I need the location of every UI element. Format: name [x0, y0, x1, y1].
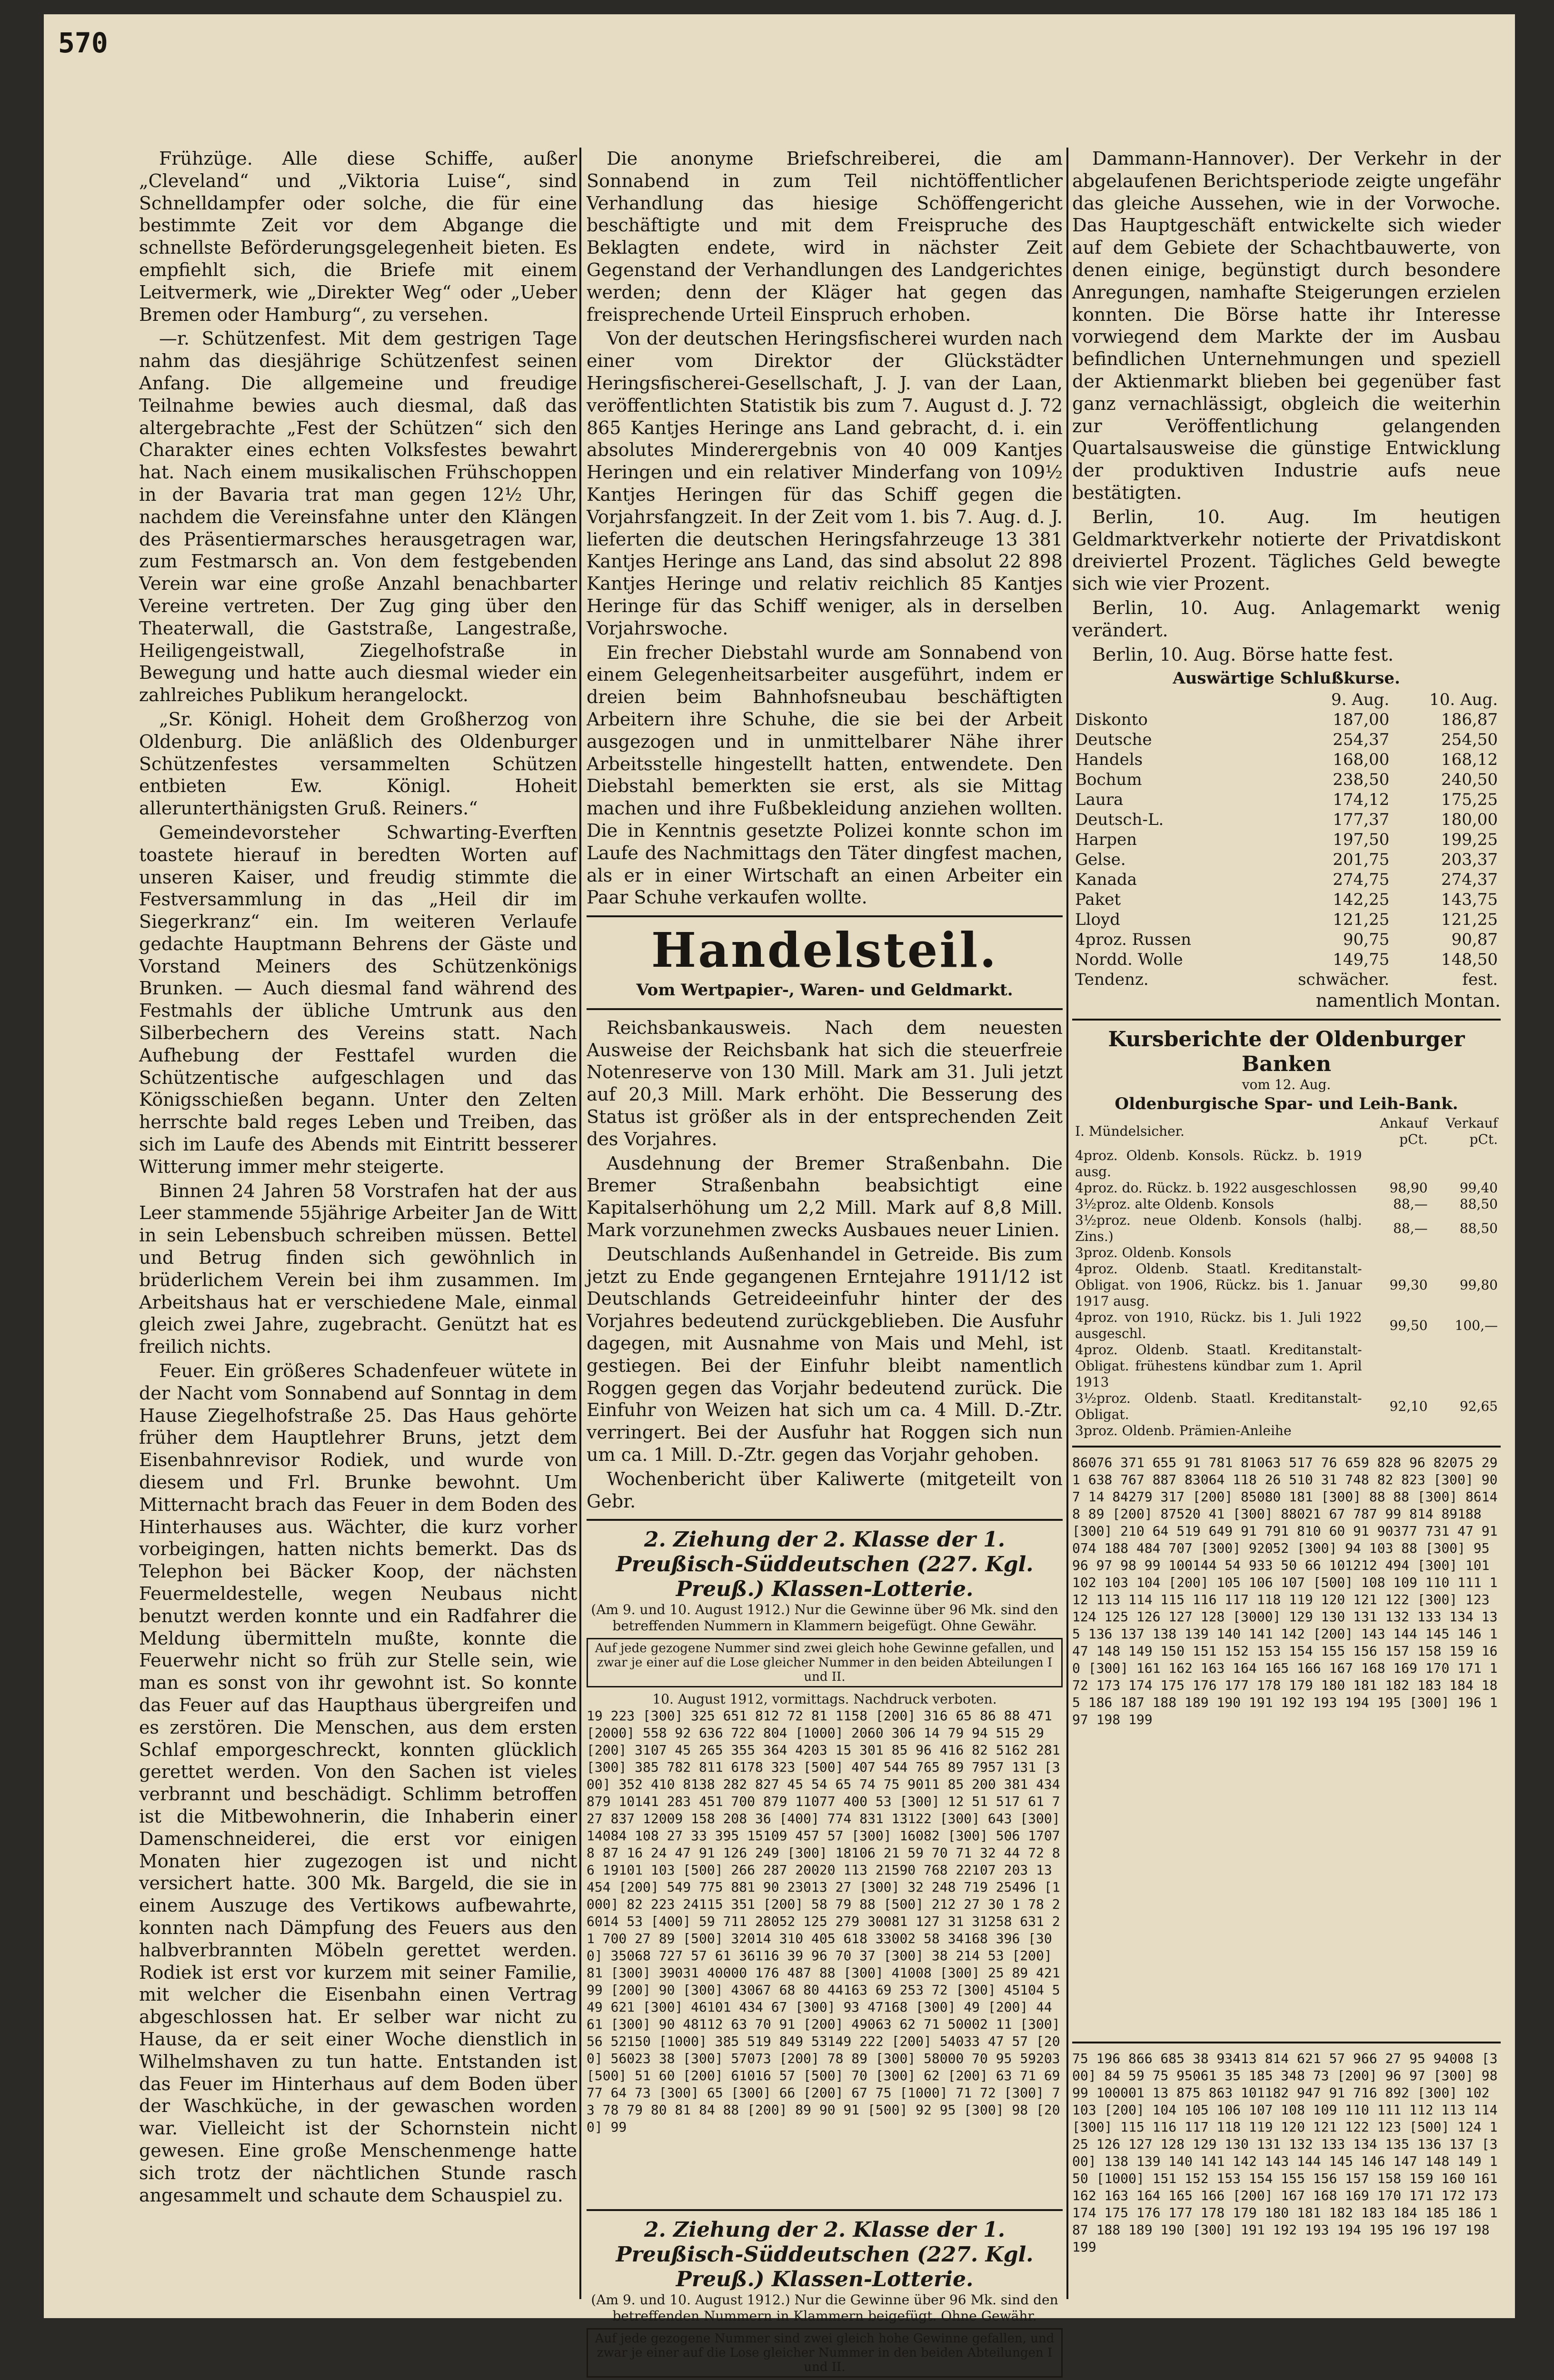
table-row	[1072, 1212, 1501, 1245]
row-label: 4proz. Oldenb. Staatl. Kreditanstalt-Obligat. von 1906, Rückz. bis 1. Januar 1917 ausg.	[1075, 1260, 1362, 1309]
column-middle	[587, 148, 1063, 2375]
row-value: 186,87	[1441, 710, 1498, 730]
schlusskurse-rows	[1072, 710, 1501, 990]
row-label: Deutsch-L.	[1075, 810, 1164, 830]
row-label: Bochum	[1075, 770, 1142, 790]
row-value: 197,50	[1333, 830, 1390, 850]
table-row	[1072, 870, 1501, 890]
row-value: 88,50	[1459, 1220, 1498, 1236]
table-row	[1072, 970, 1501, 990]
lottery-info-box: Auf jede gezogene Nummer sind zwei gleich hohe Gewinne gefallen, und zwar je einer auf die Lose gleicher Nummer in den beiden Abteilungen I und II.	[587, 2328, 1063, 2378]
section-rule	[1072, 2042, 1501, 2043]
table-row	[1072, 1196, 1501, 1212]
row-value: 99,50	[1389, 1317, 1428, 1333]
table-row	[1072, 810, 1501, 830]
row-value: 238,50	[1333, 770, 1390, 790]
row-value	[1365, 1148, 1431, 1180]
row-label: Paket	[1075, 890, 1121, 910]
lottery-numbers: 86076 371 655 91 781 81063 517 76 659 828 96 82075 291 638 767 887 83064 118 26 510 31 748 82 823 [300] 907 14 84279 317 [200] 85080 181 [300] 88 88 [300] 86148 89 [200] 87520 41 [300] 88021 67 787 99 814 89188 [300] 210 64 519 649 91 791 810 60 91 90377 731 47 91074 188 484 707 [300] 92052 [300] 94 103 88 [300] 95 96 97 98 99 100144 54 933 50 66 101212 494 [300] 101 102 103 104 [200] 105 106 107 [500] 108 109 110 111 112 113 114 115 116 117 118 119 120 121 122 [300] 123 124 125 126 127 128 [3000] 129 130 131 132 133 134 135 136 137 138 139 140 141 142 [200] 143 144 145 146 147 148 149 150 151 152 153 154 155 156 157 158 159 160 [300] 161 162 163 164 165 166 167 168 169 170 171 172 173 174 175 176 177 178 179 180 181 182 183 184 185 186 187 188 189 190 191 192 193 194 195 [300] 196 197 198 199	[1072, 1454, 1498, 1727]
row-label: 4proz. Russen	[1075, 930, 1192, 950]
table-row	[1072, 1342, 1501, 1390]
row-value	[1365, 1245, 1431, 1261]
row-value: 168,12	[1441, 750, 1498, 770]
row-label: 3proz. Oldenb. Prämien-Anleihe	[1075, 1422, 1292, 1438]
row-value: 92,10	[1389, 1398, 1428, 1414]
column-market	[1072, 148, 1501, 2299]
row-label: Diskonto	[1075, 710, 1148, 730]
row-value: 187,00	[1333, 710, 1390, 730]
article-paragraph: Gemeindevorsteher Schwarting-Everften toastete hierauf in beredten Worten auf unseren Kaiser, und freudig stimmte die Festversammlung in das „Heil dir im Siegerkranz“ ein. Im weiteren Verlaufe gedachte Hauptmann Behrens der Gäste und Vorstand Meiners des Schützenkönigs Brunken. — Auch diesmal fand während des Festmahls der übliche Umtrunk aus den Silberbechern des Vereins statt. Nach Aufhebung der Festtafel wurden die Schützentische aufgeschlagen und das Königsschießen begann. Unter den Zelten herrschte bald reges Leben und Treiben, das sich im Laufe des Abends mit Eintritt besserer Witterung immer mehr steigerte.	[139, 822, 577, 1177]
row-value: 180,00	[1441, 810, 1498, 830]
section-title-handelsteil: Handelsteil.	[651, 922, 998, 979]
kurse-table	[1072, 1115, 1501, 1439]
table-row	[1072, 1423, 1501, 1439]
section-rule	[1072, 1446, 1501, 1448]
row-value: 174,12	[1333, 790, 1390, 810]
section-rule	[587, 915, 1063, 917]
column-header: 9. Aug.	[1331, 690, 1390, 710]
section-label: I. Mündelsicher.	[1075, 1123, 1185, 1139]
row-value	[1365, 1423, 1431, 1439]
bank-name: Oldenburgische Spar- und Leih-Bank.	[1115, 1094, 1458, 1113]
row-value: fest.	[1462, 970, 1498, 990]
row-value: 121,25	[1441, 910, 1498, 930]
lottery-info-box: Auf jede gezogene Nummer sind zwei gleich hohe Gewinne gefallen, und zwar je einer auf die Lose gleicher Nummer in den beiden Abteilungen I und II.	[587, 1638, 1063, 1687]
row-label: Nordd. Wolle	[1075, 950, 1183, 970]
lottery-numbers: 19 223 [300] 325 651 812 72 81 1158 [200] 316 65 86 88 471 [2000] 558 92 636 722 804 [1000] 2060 306 14 79 94 515 29 [200] 3107 45 265 355 364 4203 15 301 85 96 416 82 5162 281 [300] 385 782 811 6178 323 [500] 407 544 765 89 7957 131 [300] 352 410 8138 282 827 45 54 65 74 75 9011 85 200 381 434 879 10141 283 451 700 879 11077 400 53 [300] 12 51 517 61 727 837 12009 158 208 36 [400] 774 831 13122 [300] 643 [300] 14084 108 27 33 395 15109 457 57 [300] 16082 [300] 506 17078 87 16 24 47 91 126 249 [300] 18106 21 59 70 71 32 44 72 86 19101 103 [500] 266 287 20020 113 21590 768 22107 203 13 454 [200] 549 775 881 90 23013 27 [300] 32 248 719 25496 [1000] 82 223 24115 351 [200] 58 79 88 [500] 212 27 30 1 78 26014 53 [400] 59 711 28052 125 279 30081 127 31 31258 631 21 700 27 89 [500] 32014 310 405 618 33002 58 34168 396 [300] 35068 727 57 61 36116 39 96 70 37 [300] 38 214 53 [200] 81 [300] 39031 40000 176 487 88 [300] 41008 [300] 25 89 42199 [200] 90 [300] 43067 68 80 44163 69 253 72 [300] 45104 549 621 [300] 46101 434 67 [300] 93 47168 [300] 49 [200] 44 61 [300] 90 48112 63 70 91 [200] 49063 62 71 50002 11 [300] 56 52150 [1000] 385 519 849 53149 222 [200] 54033 47 57 [200] 56023 38 [300] 57073 [200] 78 89 [300] 58000 70 95 59203 [500] 51 60 [200] 61016 57 [500] 70 [300] 62 [200] 63 71 69 77 64 73 [300] 65 [300] 66 [200] 67 75 [1000] 71 72 [300] 73 78 79 80 81 84 88 [200] 89 90 91 [500] 92 95 [300] 98 [200] 99	[587, 1708, 1060, 2135]
market-line: Berlin, 10. Aug. Im heutigen Geldmarktverkehr notierte der Privatdiskont dreiviertel Prozent. Tägliches Geld bewegte sich wie vier Prozent.	[1072, 506, 1501, 595]
row-value: 88,—	[1393, 1196, 1428, 1212]
table-row	[1072, 930, 1501, 950]
table-header	[1072, 690, 1501, 710]
row-label: Lloyd	[1075, 910, 1120, 930]
row-label: Laura	[1075, 790, 1124, 810]
row-value: 88,50	[1459, 1196, 1498, 1212]
section-rule	[587, 1519, 1063, 1521]
column-header: Verkauf pCt.	[1445, 1115, 1498, 1147]
table-row	[1072, 790, 1501, 810]
schlusskurse-title: Auswärtige Schlußkurse.	[1173, 669, 1400, 688]
row-value: 175,25	[1441, 790, 1498, 810]
row-value: 199,25	[1441, 830, 1498, 850]
row-label: 3½proz. Oldenb. Staatl. Kreditanstalt-Obligat.	[1075, 1390, 1362, 1422]
section-rule	[587, 1008, 1063, 1010]
column-rule	[579, 148, 581, 2299]
row-value: 121,25	[1333, 910, 1390, 930]
market-paragraph: Reichsbankausweis. Nach dem neuesten Ausweise der Reichsbank hat sich die steuerfreie Notenreserve von 130 Mill. Mark am 31. Juli jetzt auf 20,3 Mill. Mark erhöht. Die Besserung des Status ist größer als in der entsprechenden Zeit des Vorjahres.	[587, 1017, 1063, 1150]
table-row	[1072, 890, 1501, 910]
row-label: Gelse.	[1075, 850, 1126, 870]
row-label: 4proz. von 1910, Rückz. bis 1. Juli 1922 ausgeschl.	[1075, 1309, 1362, 1341]
column-local-news	[139, 148, 577, 2280]
row-value: 142,25	[1333, 890, 1390, 910]
article-paragraph: Binnen 24 Jahren 58 Vorstrafen hat der aus Leer stammende 55jährige Arbeiter Jan de Witt in sein Lebensbuch schreiben müssen. Bettel und Betrug finden sich gewöhnlich in brüderlichem Verein bei ihm zusammen. Im Arbeitshaus hat er verschiedene Male, einmal gleich zwei Jahre, zugebracht. Genützt hat es freilich nichts.	[139, 1180, 577, 1358]
lottery-numbers: 75 196 866 685 38 93413 814 621 57 966 27 95 94008 [300] 84 59 75 95061 35 185 348 73 [200] 96 97 [300] 98 99 100001 13 875 863 101182 947 91 716 892 [300] 102 103 [200] 104 105 106 107 108 109 110 111 112 113 114 [300] 115 116 117 118 119 120 121 122 123 [500] 124 125 126 127 128 129 130 131 132 133 134 135 136 137 [300] 138 139 140 141 142 143 144 145 146 147 148 149 150 [1000] 151 152 153 154 155 156 157 158 159 160 161 162 163 164 165 166 [200] 167 168 169 170 171 172 173 174 175 176 177 178 179 180 181 182 183 184 185 186 187 188 189 190 [300] 191 192 193 194 195 196 197 198 199	[1072, 2050, 1498, 2255]
row-value: 274,75	[1333, 870, 1390, 890]
row-value	[1365, 1342, 1431, 1390]
table-row	[1072, 1309, 1501, 1342]
lottery-title: 2. Ziehung der 2. Klasse der 1. Preußisch-Süddeutschen (227. Kgl. Preuß.) Klassen-Lotterie.	[616, 2218, 1034, 2292]
page-number: 570	[58, 27, 108, 59]
row-value: 149,75	[1333, 950, 1390, 970]
article-paragraph: Frühzüge. Alle diese Schiffe, außer „Cleveland“ und „Viktoria Luise“, sind Schnelldampfer oder solche, die für eine bestimmte Zeit vor dem Abgange die schnellste Beförderungsgelegenheit bieten. Es empfiehlt sich, die Briefe mit einem Leitvermerk, wie „Direkter Weg“ oder „Ueber Bremen oder Hamburg“, zu versehen.	[139, 148, 577, 325]
row-value	[1431, 1148, 1501, 1180]
article-paragraph: Von der deutschen Heringsfischerei wurden nach einer vom Direktor der Glückstädter Heringsfischerei-Gesellschaft, J. J. van der Laan, veröffentlichten Statistik bis zum 7. August d. J. 72 865 Kantjes Heringe ans Land gebracht, d. i. ein absolutes Minderergebnis von 40 009 Kantjes Heringen und ein relativer Minderfang von 109½ Kantjes Heringen für das Schiff gegen die Vorjahrsfangzeit. In der Zeit vom 1. bis 7. Aug. d. J. lieferten die deutschen Heringsfahrzeuge 13 381 Kantjes Heringe ans Land, das sind absolut 22 898 Kantjes Heringe und relativ reichlich 85 Kantjes Heringe für das Schiff weniger, als in derselben Vorjahrswoche.	[587, 328, 1063, 639]
row-label: Handels	[1075, 750, 1143, 770]
row-value	[1431, 1423, 1501, 1439]
row-value: 100,—	[1454, 1317, 1498, 1333]
tendency-note: namentlich Montan.	[1315, 990, 1501, 1012]
market-paragraph: Wochenbericht über Kaliwerte (mitgeteilt von Gebr.	[587, 1468, 1063, 1512]
row-value	[1431, 1342, 1501, 1390]
row-label: 4proz. do. Rückz. b. 1922 ausgeschlossen	[1075, 1180, 1357, 1196]
table-row	[1072, 1148, 1501, 1180]
row-value: 90,87	[1451, 930, 1498, 950]
table-row	[1072, 1180, 1501, 1196]
column-header: 10. Aug.	[1429, 690, 1498, 710]
row-label: 4proz. Oldenb. Staatl. Kreditanstalt-Obligat. frühestens kündbar zum 1. April 1913	[1075, 1341, 1362, 1390]
table-row	[1072, 1245, 1501, 1261]
lottery-note: (Am 9. und 10. August 1912.) Nur die Gewinne über 96 Mk. sind den betreffenden Nummern in Klammern beigefügt. Ohne Gewähr.	[591, 2292, 1058, 2324]
row-value: 254,50	[1441, 730, 1498, 750]
row-label: Harpen	[1075, 830, 1137, 850]
row-value: 143,75	[1441, 890, 1498, 910]
table-row	[1072, 830, 1501, 850]
section-rule	[1072, 1019, 1501, 1021]
row-value: 88,—	[1393, 1220, 1428, 1236]
table-row	[1072, 950, 1501, 970]
row-label: 3½proz. neue Oldenb. Konsols (halbj. Zins.)	[1075, 1212, 1362, 1244]
row-label: Tendenz.	[1075, 970, 1149, 990]
table-row	[1072, 1390, 1501, 1423]
row-label: 3proz. Oldenb. Konsols	[1075, 1244, 1232, 1260]
row-value: schwächer.	[1298, 970, 1390, 990]
table-row	[1072, 750, 1501, 770]
row-value: 99,40	[1459, 1180, 1498, 1196]
lottery-note: (Am 9. und 10. August 1912.) Nur die Gewinne über 96 Mk. sind den betreffenden Nummern in Klammern beigefügt. Ohne Gewähr.	[591, 1602, 1058, 1634]
row-value: 90,75	[1343, 930, 1390, 950]
kurse-date: vom 12. Aug.	[1242, 1076, 1331, 1092]
column-header: Ankauf pCt.	[1380, 1115, 1428, 1147]
row-label: Kanada	[1075, 870, 1137, 890]
row-value	[1431, 1245, 1501, 1261]
row-value: 148,50	[1441, 950, 1498, 970]
row-value: 274,37	[1441, 870, 1498, 890]
table-row	[1072, 1261, 1501, 1309]
row-value: 99,80	[1459, 1277, 1498, 1293]
market-paragraph: Deutschlands Außenhandel in Getreide. Bis zum jetzt zu Ende gegangenen Erntejahre 1911/12 ist Deutschlands Getreideeinfuhr hinter der des Vorjahres bedeutend zurückgeblieben. Die Ausfuhr dagegen, mit Ausnahme von Mais und Mehl, ist gestiegen. Bei der Einfuhr bleibt namentlich Roggen gegen das Vorjahr bedeutend zurück. Die Einfuhr von Weizen hat sich um ca. 4 Mill. D.-Ztr. verringert. Bei der Ausfuhr hat Roggen sich nun um ca. 1 Mill. D.-Ztr. gegen das Vorjahr gehoben.	[587, 1243, 1063, 1466]
row-value: 168,00	[1333, 750, 1390, 770]
market-line: Berlin, 10. Aug. Anlagemarkt wenig verändert.	[1072, 597, 1501, 641]
row-label: 4proz. Oldenb. Konsols. Rückz. b. 1919 ausg.	[1075, 1147, 1362, 1180]
table-row	[1072, 850, 1501, 870]
row-value: 203,37	[1441, 850, 1498, 870]
kurse-title: Kursberichte der Oldenburger Banken	[1108, 1027, 1465, 1076]
telegram-text: „Sr. Königl. Hoheit dem Großherzog von Oldenburg. Die anläßlich des Oldenburger Schützenfestes versammelten Schützen entbieten Ew. Königl. Hoheit allerunterthänigsten Gruß. Reiners.“	[139, 708, 577, 819]
article-paragraph: Feuer. Ein größeres Schadenfeuer wütete in der Nacht vom Sonnabend auf Sonntag in dem Hause Ziegelhofstraße 25. Das Haus gehörte früher dem Hauptlehrer Bruns, jetzt dem Eisenbahnrevisor Rodiek, und wurde von diesem und Frl. Brunke bewohnt. Um Mitternacht brach das Feuer in dem Boden des Hinterhauses aus. Wächter, die kurz vorher vorbeigingen, hatten nichts bemerkt. Das ds Telephon bei Bäcker Koop, der nächsten Feuermeldestelle, wegen Neubaus nicht benutzt werden konnte und ein Radfahrer die Meldung übermitteln mußte, konnte die Feuerwehr nicht so früh zur Stelle sein, wie man es sonst von ihr gewohnt ist. So konnte das Feuer auf das Haupthaus übergreifen und es zerstören. Die Menschen, aus dem ersten Schlaf emporgeschreckt, konnten glücklich gerettet werden. Von den Sachen ist vieles verbrannt und beschädigt. Schlimm betroffen ist die Mitbewohnerin, die Inhaberin einer Damenschneiderei, die erst vor einigen Monaten hier zugezogen ist und nicht versichert hatte. 300 Mk. Bargeld, die sie in einem Auszuge des Vertikows aufbewahrte, konnten nach Dämpfung des Feuers aus den halbverbrannten Möbeln gerettet werden. Rodiek ist erst vor kurzem mit seiner Familie, mit welcher die Eisenbahn einen Vertrag abgeschlossen hat. Er selber war nicht zu Hause, da er seit einer Woche dienstlich in Wilhelmshaven zu tun hatte. Entstanden ist das Feuer im Hinterhaus auf dem Boden über der Waschküche, in der gewaschen worden war. Vielleicht ist der Schornstein nicht gewesen. Eine große Menschenmenge hatte sich trotz der nächtlichen Stunde rasch angesammelt und schaute dem Schauspiel zu.	[139, 1360, 577, 2206]
table-row	[1072, 710, 1501, 730]
row-value: 92,65	[1459, 1398, 1498, 1414]
row-label: Deutsche	[1075, 730, 1152, 750]
section-subtitle: Vom Wertpapier-, Waren- und Geldmarkt.	[636, 981, 1013, 1000]
newspaper-page	[44, 14, 1515, 2375]
article-paragraph: Ein frecher Diebstahl wurde am Sonnabend von einem Gelegenheitsarbeiter ausgeführt, indem er dreien beim Bahnhofsneubau beschäftigten Arbeitern ihre Schuhe, die sie bei der Arbeit ausgezogen und in unmittelbarer Nähe ihrer Arbeitsstelle hingestellt hatten, entwendete. Den Diebstahl bemerkten sie erst, als sie Mittag machen und ihre Fußbekleidung anziehen wollten. Die in Kenntnis gesetzte Polizei konnte schon im Laufe des Nachmittags den Täter dingfest machen, als er in einer Wirtschaft an einen Arbeiter ein Paar Schuhe verkaufen wollte.	[587, 642, 1063, 908]
section-rule	[587, 2209, 1063, 2211]
kurse-rows	[1072, 1148, 1501, 1439]
row-value: 254,37	[1333, 730, 1390, 750]
table-row	[1072, 910, 1501, 930]
row-value: 201,75	[1333, 850, 1390, 870]
lottery-title: 2. Ziehung der 2. Klasse der 1. Preußisch-Süddeutschen (227. Kgl. Preuß.) Klassen-Lotterie.	[616, 1527, 1034, 1602]
row-value: 240,50	[1441, 770, 1498, 790]
market-paragraph: Ausdehnung der Bremer Straßenbahn. Die Bremer Straßenbahn beabsichtigt eine Kapitalserhöhung um 2,2 Mill. Mark auf 8,8 Mill. Mark vorzunehmen zwecks Ausbaues neuer Linien.	[587, 1152, 1063, 1241]
column-rule	[1066, 148, 1068, 2299]
table-row	[1072, 730, 1501, 750]
row-value: 177,37	[1333, 810, 1390, 830]
schlusskurse-table	[1072, 690, 1501, 990]
market-paragraph: Dammann-Hannover). Der Verkehr in der abgelaufenen Berichtsperiode zeigte ungefähr das gleiche Aussehen, wie in der Vorwoche. Das Hauptgeschäft entwickelte sich wieder auf dem Gebiete der Schachtbauwerte, von denen einige, begünstigt durch besondere Anregungen, namhafte Steigerungen erzielen konnten. Die Börse hatte ihr Interesse vorwiegend dem Markte der im Ausbau befindlichen Unternehmungen und speziell der Aktienmarkt blieben bei gegenüber fast ganz vernachlässigt, obgleich die weiterhin zur Veröffentlichung gelangenden Quartalsausweise die günstige Entwicklung der produktiven Industrie aufs neue bestätigten.	[1072, 148, 1501, 503]
table-row	[1072, 770, 1501, 790]
row-value: 99,30	[1389, 1277, 1428, 1293]
row-label: 3½proz. alte Oldenb. Konsols	[1075, 1196, 1274, 1212]
article-paragraph: —r. Schützenfest. Mit dem gestrigen Tage nahm das diesjährige Schützenfest seinen Anfang. Die allgemeine und freudige Teilnahme bewies auch diesmal, daß das altergebrachte „Fest der Schützen“ sich den Charakter eines echten Volksfestes bewahrt hat. Nach einem musikalischen Frühschoppen in der Bavaria trat man gegen 12½ Uhr, nachdem die Vereinsfahne unter den Klängen des Präsentiermarsches herausgetragen war, zum Festmarsch an. Von dem festgebenden Verein war eine große Anzahl benachbarter Vereine vertreten. Der Zug ging über den Theaterwall, die Gaststraße, Langestraße, Heiligengeistwall, Ziegelhofstraße in Bewegung und hatte auch diesmal wieder ein zahlreiches Publikum herangelockt.	[139, 328, 577, 706]
market-line: Berlin, 10. Aug. Börse hatte fest.	[1092, 644, 1394, 665]
row-value: 98,90	[1389, 1180, 1428, 1196]
lottery-date: 10. August 1912, vormittags. Nachdruck verboten.	[652, 1691, 997, 1707]
article-paragraph: Die anonyme Briefschreiberei, die am Sonnabend in zum Teil nichtöffentlicher Verhandlung das hiesige Schöffengericht beschäftigte und mit dem Freispruche des Beklagten endete, wird in nächster Zeit Gegenstand der Verhandlungen des Landgerichtes werden; denn der Kläger hat gegen das freisprechende Urteil Einspruch erhoben.	[587, 148, 1063, 325]
table-header	[1072, 1115, 1501, 1148]
